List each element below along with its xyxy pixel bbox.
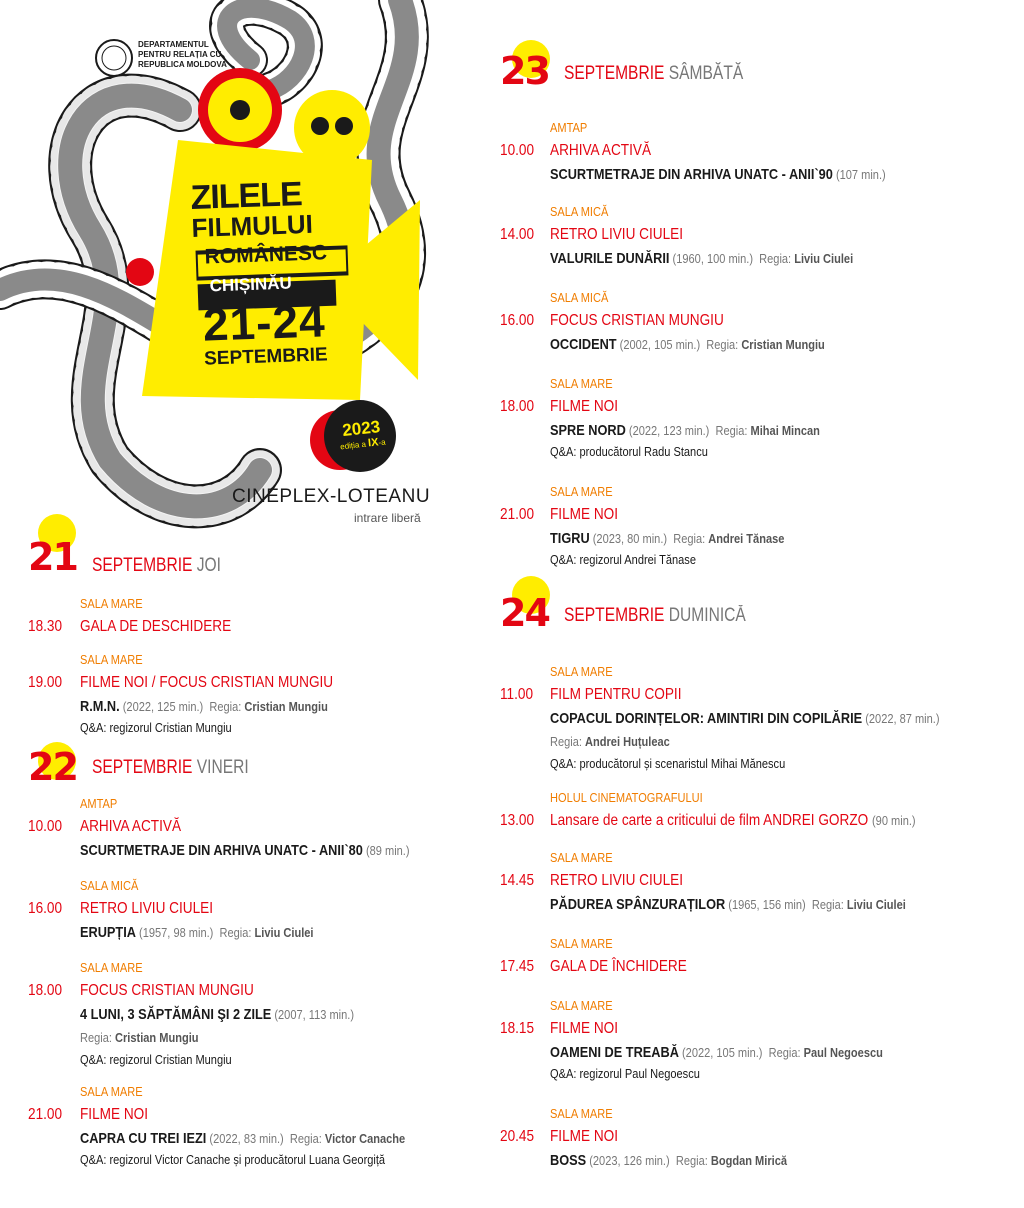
film-meta: (1965, 156 min)	[728, 897, 806, 912]
event-time: 17.45	[500, 958, 535, 975]
event-time: 20.45	[500, 1128, 535, 1145]
program-name: FILME NOI	[550, 398, 619, 415]
film-line	[550, 422, 820, 439]
event-time: 18.00	[500, 398, 535, 415]
edition-year: 2023	[341, 417, 382, 440]
film-meta: (2022, 125 min.)	[122, 699, 204, 714]
film-title: 4 LUNI, 3 SĂPTĂMÂNI ŞI 2 ZILE	[80, 1006, 272, 1023]
film-meta: (2022, 123 min.)	[628, 423, 710, 438]
film-title: OAMENI DE TREABĂ	[550, 1044, 679, 1061]
qa-line: Q&A: regizorul Cristian Mungiu	[80, 720, 232, 735]
weekday-label: JOI	[196, 555, 222, 576]
festival-dates: 21-24	[202, 294, 327, 351]
director-name: Paul Negoescu	[803, 1045, 883, 1060]
event-time: 19.00	[28, 674, 63, 691]
program-name: RETRO LIVIU CIULEI	[550, 872, 684, 889]
film-title: VALURILE DUNĂRII	[550, 250, 670, 267]
film-title: R.M.N.	[80, 698, 120, 715]
festival-poster	[0, 0, 480, 540]
film-meta: (2022, 87 min.)	[865, 711, 940, 726]
film-meta: Regia:	[715, 423, 748, 438]
film-title: TIGRU	[550, 530, 590, 547]
program-name: FILME NOI	[80, 1106, 149, 1123]
program-name: FILME NOI	[550, 506, 619, 523]
film-line	[550, 250, 853, 267]
weekday-label: VINERI	[196, 757, 249, 778]
event-time: 16.00	[28, 900, 63, 917]
qa-line: Q&A: producătorul Radu Stancu	[550, 444, 708, 459]
film-title: PĂDUREA SPÂNZURAȚILOR	[550, 896, 726, 913]
venue-label: SALA MARE	[80, 596, 143, 611]
program-name: GALA DE ÎNCHIDERE	[550, 958, 687, 975]
film-meta: (107 min.)	[835, 167, 886, 182]
text-label: Lansare de carte a criticului de film ANDREI GORZO	[550, 812, 869, 829]
venue-label: SALA MICĂ	[550, 290, 609, 305]
day-number: 21	[28, 535, 77, 579]
program-name: RETRO LIVIU CIULEI	[550, 226, 684, 243]
venue-label: SALA MARE	[550, 998, 613, 1013]
month-label: SEPTEMBRIE	[564, 63, 665, 84]
film-meta: Regia:	[219, 925, 252, 940]
department-logo-text: DEPARTAMENTUL PENTRU RELAȚIA CU REPUBLICA MOLDOVA	[138, 40, 227, 69]
director-line	[80, 1030, 199, 1045]
director-name: Liviu Ciulei	[254, 925, 314, 940]
venue-label: SALA MICĂ	[80, 878, 139, 893]
director-name: Victor Canache	[324, 1131, 406, 1146]
film-title: SPRE NORD	[550, 422, 626, 439]
month-label: SEPTEMBRIE	[564, 605, 665, 626]
qa-line: Q&A: regizorul Cristian Mungiu	[80, 1052, 232, 1067]
event-time: 10.00	[500, 142, 535, 159]
edition-label: ediția a IX-a	[339, 436, 387, 452]
event-time: 14.00	[500, 226, 535, 243]
qa-line: Q&A: producătorul și scenaristul Mihai Mănescu	[550, 756, 786, 771]
title-line-3: ROMÂNESC	[204, 241, 328, 269]
program-name: GALA DE DESCHIDERE	[80, 618, 232, 635]
venue-label: SALA MARE	[80, 652, 143, 667]
venue-name: CINEPLEX-LOTEANU	[232, 486, 431, 507]
program-name: FOCUS CRISTIAN MUNGIU	[80, 982, 254, 999]
festival-title	[190, 176, 376, 370]
film-meta: Regia:	[811, 897, 844, 912]
event-time: 18.00	[28, 982, 63, 999]
director-name: Liviu Ciulei	[794, 251, 854, 266]
venue-label: AMTAP	[80, 796, 118, 811]
film-line	[550, 1044, 883, 1061]
day-number: 22	[28, 745, 77, 789]
film-title: BOSS	[550, 1152, 587, 1169]
film-line	[80, 1130, 405, 1147]
venue-label: SALA MARE	[550, 664, 613, 679]
month-label: SEPTEMBRIE	[92, 555, 193, 576]
film-meta: Regia:	[759, 251, 792, 266]
film-meta: (89 min.)	[365, 843, 410, 858]
event-time: 14.45	[500, 872, 535, 889]
film-meta: Regia:	[80, 1030, 112, 1045]
day-number: 23	[500, 49, 549, 93]
film-meta: Regia:	[289, 1131, 322, 1146]
film-meta: Regia:	[209, 699, 242, 714]
program-name: FILME NOI	[550, 1128, 619, 1145]
weekday-label: SÂMBĂTĂ	[668, 63, 744, 84]
director-name: Liviu Ciulei	[846, 897, 906, 912]
program-name: FILM PENTRU COPII	[550, 686, 682, 703]
film-line	[550, 710, 940, 727]
venue-label: HOLUL CINEMATOGRAFULUI	[550, 790, 703, 805]
venue-label: SALA MARE	[550, 376, 613, 391]
day-number: 24	[500, 591, 549, 635]
director-line	[550, 734, 670, 749]
film-meta: (2002, 105 min.)	[619, 337, 701, 352]
festival-month: SEPTEMBRIE	[203, 344, 329, 370]
event-time: 16.00	[500, 312, 535, 329]
event-time: 21.00	[500, 506, 535, 523]
venue-label: SALA MARE	[550, 850, 613, 865]
film-title: SCURTMETRAJE DIN ARHIVA UNATC - ANII`80	[80, 842, 363, 859]
program-name: ARHIVA ACTIVĂ	[550, 142, 652, 159]
title-line-1: ZILELE	[189, 175, 303, 217]
film-meta: Regia:	[768, 1045, 801, 1060]
director-name: Mihai Mincan	[750, 423, 820, 438]
film-meta: (2023, 80 min.)	[592, 531, 668, 546]
film-line	[550, 896, 906, 913]
program-line	[550, 812, 916, 830]
film-meta: Regia:	[675, 1153, 708, 1168]
film-meta: Regia:	[706, 337, 739, 352]
day-title	[92, 554, 221, 578]
event-time: 21.00	[28, 1106, 63, 1123]
event-time: 18.15	[500, 1020, 535, 1037]
event-time: 13.00	[500, 812, 535, 829]
director-name: Andrei Huțuleac	[585, 734, 670, 749]
film-meta: (2007, 113 min.)	[274, 1007, 355, 1022]
film-meta: Regia:	[550, 734, 582, 749]
film-line	[550, 530, 784, 547]
program-name: FOCUS CRISTIAN MUNGIU	[550, 312, 724, 329]
title-city: CHIȘINĂU	[209, 273, 293, 296]
director-name: Cristian Mungiu	[244, 699, 328, 714]
director-name: Bogdan Mirică	[710, 1153, 788, 1168]
film-line	[80, 698, 328, 715]
text-label: (90 min.)	[871, 813, 916, 828]
program-name: FILME NOI	[550, 1020, 619, 1037]
film-title: OCCIDENT	[550, 336, 617, 353]
film-meta: (2022, 83 min.)	[209, 1131, 284, 1146]
venue-label: SALA MICĂ	[550, 204, 609, 219]
qa-line: Q&A: regizorul Andrei Tănase	[550, 552, 696, 567]
weekday-label: DUMINICĂ	[668, 605, 746, 626]
event-time: 18.30	[28, 618, 63, 635]
venue-label: SALA MARE	[550, 1106, 613, 1121]
film-meta: (1957, 98 min.)	[139, 925, 214, 940]
program-name: ARHIVA ACTIVĂ	[80, 818, 182, 835]
title-line-2: FILMULUI	[191, 208, 314, 243]
qa-line: Q&A: regizorul Victor Canache și producătorul Luana Georgiță	[80, 1152, 386, 1167]
venue-label: SALA MARE	[80, 960, 143, 975]
program-name: FILME NOI / FOCUS CRISTIAN MUNGIU	[80, 674, 334, 691]
event-time: 11.00	[500, 686, 534, 703]
venue-label: SALA MARE	[80, 1084, 143, 1099]
day-title	[564, 604, 746, 628]
film-title: ERUPȚIA	[80, 924, 136, 941]
director-name: Andrei Tănase	[708, 531, 785, 546]
month-label: SEPTEMBRIE	[92, 757, 193, 778]
film-line	[80, 924, 313, 941]
film-line	[550, 336, 825, 353]
film-line	[550, 166, 886, 183]
venue-label: AMTAP	[550, 120, 588, 135]
film-title: COPACUL DORINȚELOR: AMINTIRI DIN COPILĂRIE	[550, 710, 863, 727]
venue-label: SALA MARE	[550, 936, 613, 951]
film-line	[80, 1006, 354, 1023]
film-line	[80, 842, 410, 859]
film-meta: (2023, 126 min.)	[589, 1153, 670, 1168]
film-meta: (1960, 100 min.)	[672, 251, 754, 266]
director-name: Cristian Mungiu	[741, 337, 825, 352]
director-name: Cristian Mungiu	[115, 1030, 199, 1045]
film-title: SCURTMETRAJE DIN ARHIVA UNATC - ANII`90	[550, 166, 833, 183]
film-title: CAPRA CU TREI IEZI	[80, 1130, 207, 1147]
qa-line: Q&A: regizorul Paul Negoescu	[550, 1066, 700, 1081]
venue-label: SALA MARE	[550, 484, 613, 499]
film-line	[550, 1152, 787, 1169]
program-name: RETRO LIVIU CIULEI	[80, 900, 214, 917]
day-title	[92, 756, 249, 780]
entry-note: intrare liberă	[354, 511, 421, 525]
event-time: 10.00	[28, 818, 63, 835]
day-title	[564, 62, 743, 86]
film-meta: Regia:	[673, 531, 706, 546]
film-meta: (2022, 105 min.)	[682, 1045, 763, 1060]
